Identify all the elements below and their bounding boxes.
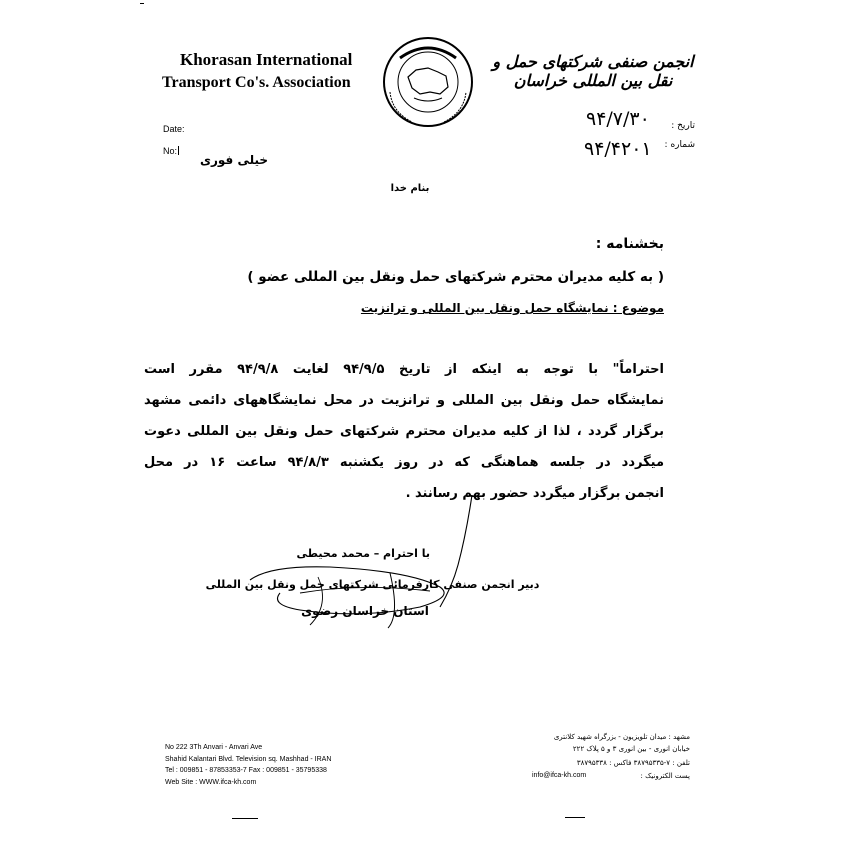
association-logo	[378, 32, 478, 132]
bottom-mark-right	[565, 817, 585, 818]
urgency-label: خیلی فوری	[200, 153, 269, 167]
signature-title: دبیر انجمن صنفی کارفرمائی شرکتهای حمل ونقل بین المللی	[205, 578, 540, 591]
logo-seal-icon	[378, 32, 478, 132]
no-label-fa: شماره :	[664, 140, 695, 150]
footer-address-fa-1: مشهد : میدان تلویزیون - بزرگراه شهید کلانتری	[553, 733, 690, 741]
footer-address-en-1: No 222 3Th Anvari - Anvari Ave	[165, 744, 263, 751]
footer-address-fa-2: خیابان انوری - بین انوری ۳ و ۵ پلاک ۲۲۲	[572, 745, 690, 753]
body-line-4: میگردد در جلسه هماهنگی که در روز یکشنبه ۹۴/۸/۳ ساعت ۱۶ در محل	[144, 455, 665, 470]
basmala: بنام خدا	[390, 183, 430, 194]
no-label-en: No:	[163, 146, 178, 156]
footer-phone-en: Tel : 009851 - 87853353-7 Fax : 009851 - 35795338	[165, 767, 327, 774]
date-label-en: Date:	[163, 124, 185, 134]
body-line-2: نمایشگاه حمل ونقل بین المللی و ترانزیت در محل نمایشگاههای دائمی مشهد	[144, 393, 664, 408]
bottom-mark-left	[232, 818, 258, 819]
body-line-5: انجمن برگزار میگردد حضور بهم رسانند .	[405, 486, 664, 501]
subject-line: موضوع : نمایشگاه حمل ونقل بین المللی و ترانزیت	[360, 301, 664, 315]
no-separator	[178, 146, 179, 155]
closing-line: با احترام – محمد محیطی	[296, 547, 430, 560]
org-name-en-line2: Transport Co's. Association	[162, 74, 351, 91]
signature-region: استان خراسان رضوی	[301, 604, 429, 618]
recipient-line: ( به کلیه مدیران محترم شرکتهای حمل ونقل بین المللی عضو )	[247, 269, 664, 285]
date-value: ۹۴/۷/۳۰	[586, 108, 650, 130]
org-name-en-line1: Khorasan International	[180, 50, 353, 69]
circular-title: بخشنامه :	[595, 236, 664, 252]
body-line-1: احتراماً" با توجه به اینکه از تاریخ ۹۴/۹/۵ لغایت ۹۴/۹/۸ مقرر است	[144, 362, 665, 377]
footer-email-label: پست الکترونیک :	[640, 772, 690, 780]
footer-email[interactable]: info@ifca-kh.com	[532, 772, 587, 779]
footer-address-en-2: Shahid Kalantari Blvd. Television sq. Mashhad - IRAN	[165, 756, 332, 763]
body-line-3: برگزار گردد ، لذا از کلیه مدیران محترم شرکتهای حمل ونقل بین المللی دعوت	[144, 424, 664, 439]
org-name-fa: انجمن صنفی شرکتهای حمل و نقل بین المللی خراسان	[492, 52, 694, 90]
number-value: ۹۴/۴۲۰۱	[584, 138, 652, 160]
crop-mark	[140, 3, 144, 4]
footer-website[interactable]: Web Site : WWW.ifca-kh.com	[165, 779, 257, 786]
footer-phone-fa: تلفن : ۷-۳۸۷۹۵۳۳۵ فاکس : ۳۸۷۹۵۳۳۸	[576, 759, 690, 767]
date-label-fa: تاریخ :	[671, 121, 695, 131]
